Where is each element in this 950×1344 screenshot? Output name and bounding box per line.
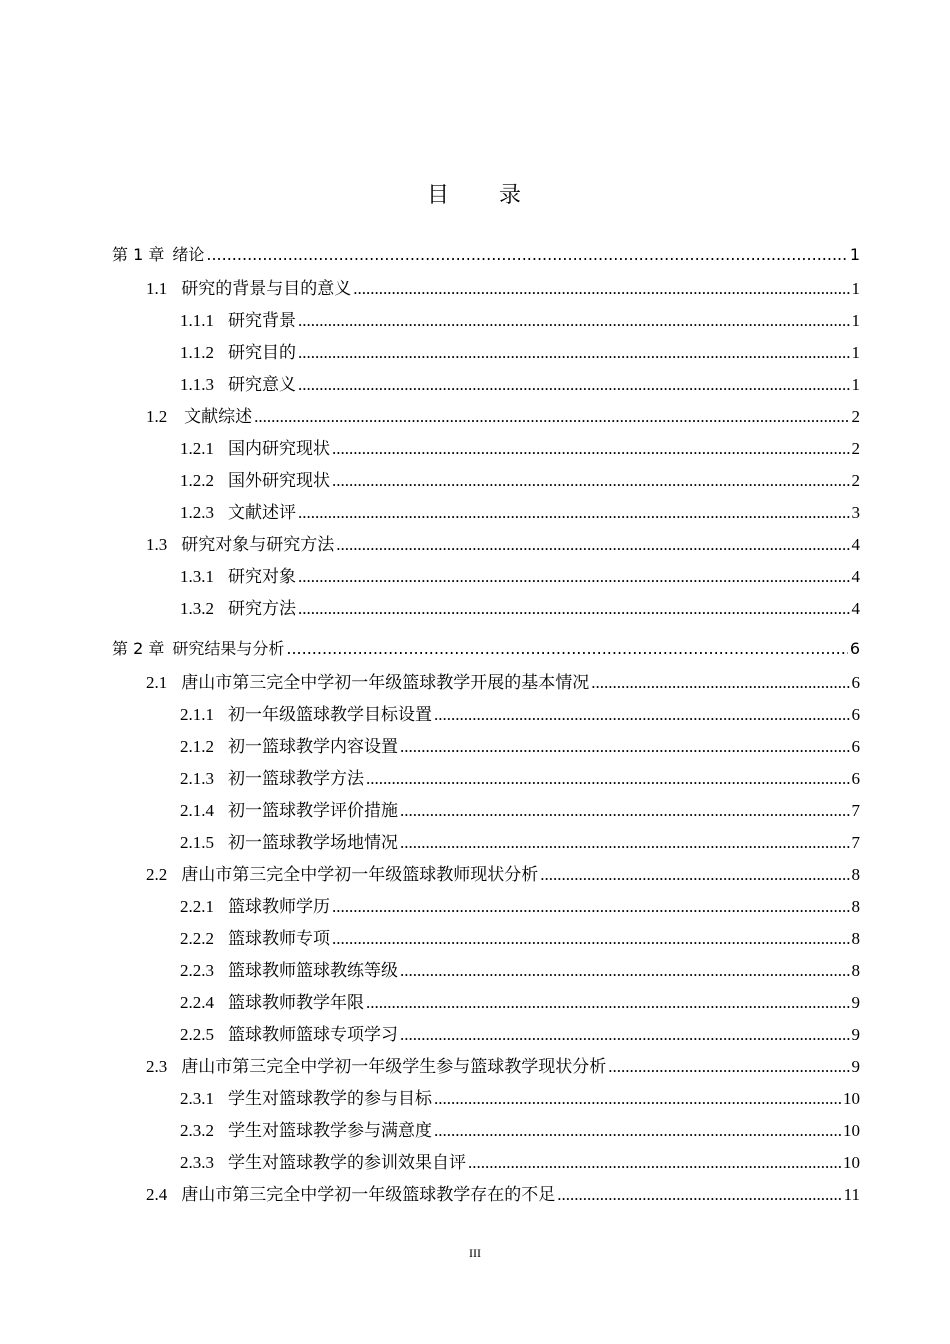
toc-entry[interactable] (180, 956, 860, 980)
toc-entry-number: 1.3.2 (180, 599, 214, 618)
toc-entry[interactable] (146, 860, 860, 884)
toc-entry[interactable] (146, 1052, 860, 1076)
toc-entry-label: 初一篮球教学场地情况 (228, 833, 398, 852)
toc-entry-label: 研究意义 (228, 375, 296, 394)
toc-entry[interactable] (180, 700, 860, 724)
toc-entry-label: 绪论 (172, 245, 205, 264)
toc-leader-dots (332, 439, 850, 459)
toc-entry-label: 篮球教师专项 (228, 929, 330, 948)
toc-entry-label: 研究背景 (228, 311, 296, 330)
toc-entry-number: 2.2.1 (180, 897, 214, 916)
toc-entry[interactable] (180, 892, 860, 916)
toc-entry[interactable] (180, 1148, 860, 1172)
toc-leader-dots (608, 1057, 849, 1077)
toc-entry[interactable] (180, 370, 860, 394)
toc-leader-dots (298, 343, 850, 363)
toc-entry-number: 1.3 (146, 535, 168, 554)
toc-entry-label: 国内研究现状 (228, 439, 330, 458)
toc-entry[interactable] (180, 924, 860, 948)
toc-entry-number: 2.1.4 (180, 801, 214, 820)
toc-entry-page: 9 (851, 1025, 860, 1044)
toc-leader-dots (206, 245, 847, 264)
toc-entry-label: 研究方法 (228, 599, 296, 618)
toc-leader-dots (400, 801, 850, 821)
toc-entry-number: 1.1.1 (180, 311, 214, 330)
toc-entry-number: 2.2.4 (180, 993, 214, 1012)
toc-leader-dots (366, 993, 850, 1013)
toc-entry-page: 8 (851, 961, 860, 980)
toc-entry[interactable] (180, 1084, 860, 1108)
page-title (0, 178, 950, 209)
toc-entry-label: 篮球教师学历 (228, 897, 330, 916)
toc-entry-page: 2 (851, 439, 860, 458)
toc-leader-dots (298, 599, 850, 619)
toc-entry-page: 6 (851, 737, 860, 756)
toc-entry-page: 1 (849, 245, 860, 264)
title-char-2: 录 (499, 183, 524, 208)
toc-entry-page: 6 (849, 639, 860, 658)
toc-leader-dots (254, 407, 849, 427)
toc-entry[interactable] (146, 274, 860, 298)
toc-entry[interactable] (180, 306, 860, 330)
toc-leader-dots (298, 375, 850, 395)
toc-entry[interactable] (146, 530, 860, 554)
toc-entry-number: 1.3.1 (180, 567, 214, 586)
toc-entry[interactable] (180, 338, 860, 362)
toc-entry-label: 学生对篮球教学参与满意度 (228, 1121, 432, 1140)
toc-entry-label: 文献述评 (228, 503, 296, 522)
toc-entry-number: 2.3.2 (180, 1121, 214, 1140)
toc-entry-number: 1.1 (146, 279, 168, 298)
toc-entry[interactable] (180, 1116, 860, 1140)
toc-leader-dots (591, 673, 849, 693)
toc-entry-page: 6 (851, 673, 860, 692)
toc-entry-number: 2.1.1 (180, 705, 214, 724)
toc-entry-label: 学生对篮球教学的参训效果自评 (228, 1153, 466, 1172)
toc-entry-number: 2.1.5 (180, 833, 214, 852)
toc-entry-page: 1 (851, 311, 860, 330)
toc-entry[interactable] (180, 796, 860, 820)
toc-entry-number: 2.3.3 (180, 1153, 214, 1172)
toc-entry-page: 1 (851, 279, 860, 298)
toc-entry-label: 唐山市第三完全中学初一年级篮球教学存在的不足 (181, 1185, 556, 1204)
toc-entry[interactable] (112, 242, 860, 266)
toc-entry-number: 2.1.3 (180, 769, 214, 788)
title-char-1: 目 (426, 183, 451, 208)
toc-entry-label: 唐山市第三完全中学初一年级篮球教学开展的基本情况 (181, 673, 590, 692)
toc-entry[interactable] (180, 988, 860, 1012)
toc-leader-dots (298, 567, 850, 587)
toc-entry-label: 研究对象 (228, 567, 296, 586)
toc-leader-dots (400, 833, 850, 853)
toc-leader-dots (332, 929, 850, 949)
toc-entry-number: 第 2 章 (112, 639, 165, 658)
toc-entry-page: 6 (851, 705, 860, 724)
toc-entry-page: 2 (851, 407, 860, 426)
toc-entry[interactable] (180, 466, 860, 490)
toc-entry-page: 4 (851, 599, 860, 618)
toc-entry-label: 初一篮球教学内容设置 (228, 737, 398, 756)
toc-leader-dots (434, 1089, 841, 1109)
toc-entry-page: 3 (851, 503, 860, 522)
toc-entry-page: 9 (851, 1057, 860, 1076)
toc-leader-dots (434, 1121, 841, 1141)
toc-entry-page: 10 (843, 1121, 860, 1140)
toc-leader-dots (336, 535, 849, 555)
toc-entry[interactable] (146, 668, 860, 692)
toc-leader-dots (286, 639, 847, 658)
toc-entry-label: 篮球教师篮球教练等级 (228, 961, 398, 980)
toc-leader-dots (468, 1153, 841, 1173)
toc-entry-page: 4 (851, 567, 860, 586)
toc-entry-number: 1.1.2 (180, 343, 214, 362)
toc-entry-number: 2.1.2 (180, 737, 214, 756)
toc-entry-page: 4 (851, 535, 860, 554)
toc-entry[interactable] (180, 1020, 860, 1044)
toc-entry[interactable] (180, 764, 860, 788)
toc-leader-dots (557, 1185, 841, 1205)
toc-entry-number: 2.1 (146, 673, 168, 692)
toc-entry[interactable] (146, 402, 860, 426)
toc-leader-dots (353, 279, 849, 299)
toc-entry[interactable] (180, 828, 860, 852)
toc-entry-number: 1.1.3 (180, 375, 214, 394)
toc-entry-page: 7 (851, 801, 860, 820)
toc-entry-number: 2.2.5 (180, 1025, 214, 1044)
toc-entry-label: 文献综述 (184, 407, 253, 426)
toc-entry-page: 7 (851, 833, 860, 852)
toc-entry[interactable] (180, 562, 860, 586)
toc-entry-number: 2.2.2 (180, 929, 214, 948)
toc-entry[interactable] (180, 434, 860, 458)
toc-leader-dots (298, 311, 850, 331)
toc-entry-label: 唐山市第三完全中学初一年级学生参与篮球教学现状分析 (181, 1057, 607, 1076)
toc-entry-page: 2 (851, 471, 860, 490)
toc-leader-dots (332, 471, 850, 491)
toc-entry[interactable] (180, 594, 860, 618)
toc-entry-number: 第 1 章 (112, 245, 165, 264)
toc-leader-dots (366, 769, 850, 789)
toc-leader-dots (332, 897, 850, 917)
toc-entry-number: 1.2.2 (180, 471, 214, 490)
toc-entry-number: 2.2.3 (180, 961, 214, 980)
toc-leader-dots (434, 705, 850, 725)
toc-entry-page: 11 (843, 1185, 860, 1204)
toc-entry-label: 初一年级篮球教学目标设置 (228, 705, 432, 724)
toc-entry-label: 国外研究现状 (228, 471, 330, 490)
toc-leader-dots (298, 503, 850, 523)
toc-entry-number: 2.3 (146, 1057, 168, 1076)
toc-entry[interactable] (180, 498, 860, 522)
toc-entry-label: 研究目的 (228, 343, 296, 362)
toc-entry-page: 8 (851, 865, 860, 884)
toc-leader-dots (400, 961, 850, 981)
page-number: III (469, 1246, 481, 1260)
toc-entry-number: 1.2 (146, 407, 168, 426)
toc-entry[interactable] (112, 636, 860, 660)
toc-entry-label: 篮球教师教学年限 (228, 993, 364, 1012)
toc-entry-label: 唐山市第三完全中学初一年级篮球教师现状分析 (181, 865, 539, 884)
toc-entry-number: 2.3.1 (180, 1089, 214, 1108)
toc-entry-page: 9 (851, 993, 860, 1012)
toc-entry-page: 1 (851, 343, 860, 362)
toc-entry-page: 8 (851, 929, 860, 948)
toc-entry-label: 研究结果与分析 (172, 639, 285, 658)
toc-entry-label: 初一篮球教学方法 (228, 769, 364, 788)
toc-entry-label: 研究的背景与目的意义 (181, 279, 352, 298)
toc-entry-page: 6 (851, 769, 860, 788)
toc-entry-page: 1 (851, 375, 860, 394)
toc-entry-label: 学生对篮球教学的参与目标 (228, 1089, 432, 1108)
toc-entry[interactable] (180, 732, 860, 756)
toc-entry-label: 初一篮球教学评价措施 (228, 801, 398, 820)
toc-leader-dots (400, 1025, 850, 1045)
toc-entry-page: 10 (843, 1153, 860, 1172)
toc-entry-number: 1.2.3 (180, 503, 214, 522)
toc-entry-label: 篮球教师篮球专项学习 (228, 1025, 398, 1044)
toc-leader-dots (400, 737, 850, 757)
toc-entry-number: 2.2 (146, 865, 168, 884)
toc-entry-number: 1.2.1 (180, 439, 214, 458)
toc-entry-number: 2.4 (146, 1185, 168, 1204)
toc-entry-page: 10 (843, 1089, 860, 1108)
toc-entry-label: 研究对象与研究方法 (181, 535, 335, 554)
toc-entry-page: 8 (851, 897, 860, 916)
toc-leader-dots (540, 865, 849, 885)
toc-entry[interactable] (146, 1180, 860, 1204)
